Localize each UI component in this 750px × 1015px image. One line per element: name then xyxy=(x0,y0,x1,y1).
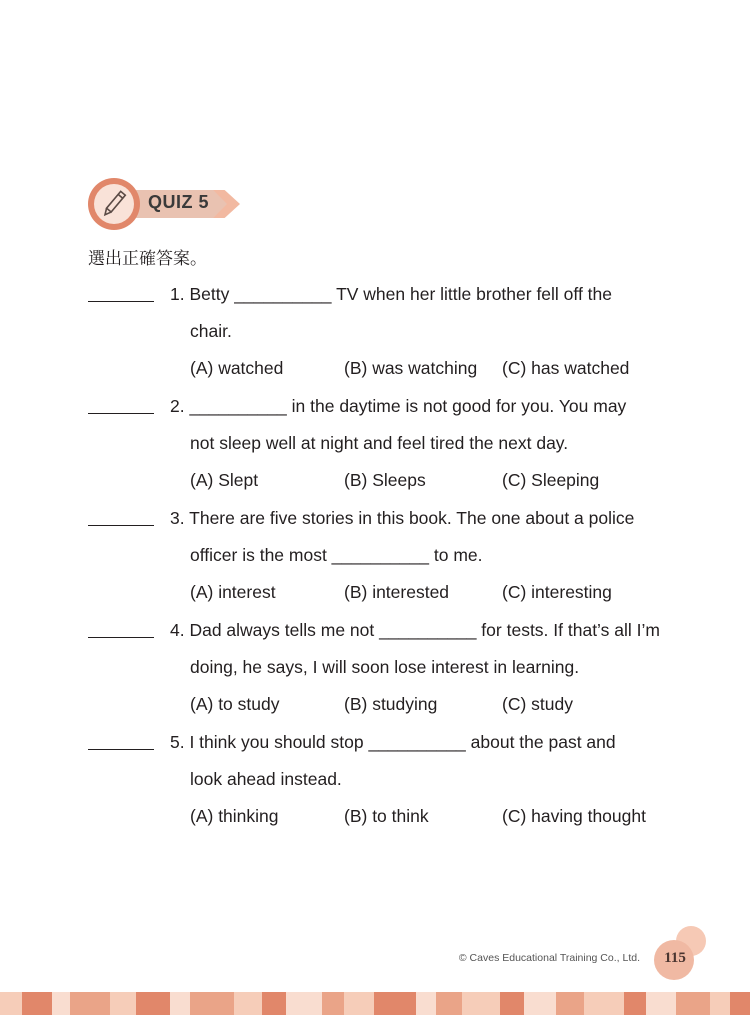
strip-block xyxy=(730,992,750,1015)
strip-block xyxy=(322,992,344,1015)
strip-block xyxy=(646,992,676,1015)
question-4-option-c: (C) study xyxy=(502,694,573,714)
question-1-option-c: (C) has watched xyxy=(502,358,630,378)
question-3-option-c: (C) interesting xyxy=(502,582,612,602)
decorative-strip xyxy=(0,992,750,1015)
question-3-option-a: (A) interest xyxy=(190,582,276,602)
question-5-line-2: look ahead instead. xyxy=(190,769,342,789)
answer-blank-1[interactable] xyxy=(88,301,154,302)
answer-blank-4[interactable] xyxy=(88,637,154,638)
strip-block xyxy=(52,992,70,1015)
question-1-option-b: (B) was watching xyxy=(344,358,478,378)
strip-block xyxy=(262,992,286,1015)
question-3-option-b: (B) interested xyxy=(344,582,450,602)
strip-block xyxy=(234,992,262,1015)
answer-blank-2[interactable] xyxy=(88,413,154,414)
strip-block xyxy=(286,992,322,1015)
strip-block xyxy=(556,992,584,1015)
question-2-option-b: (B) Sleeps xyxy=(344,470,426,490)
strip-block xyxy=(344,992,374,1015)
strip-block xyxy=(500,992,524,1015)
quiz-title: QUIZ 5 xyxy=(148,192,210,212)
strip-block xyxy=(624,992,646,1015)
question-3-line-2: officer is the most __________ to me. xyxy=(190,545,483,565)
question-4-line-2: doing, he says, I will soon lose interest in learning. xyxy=(190,657,580,677)
strip-block xyxy=(584,992,624,1015)
instruction-text: 選出正確答案。 xyxy=(88,249,207,269)
strip-block xyxy=(70,992,110,1015)
question-5-option-a: (A) thinking xyxy=(190,806,279,826)
question-4-line-1: 4. Dad always tells me not __________ for tests. If that’s all I’m xyxy=(170,620,660,640)
strip-block xyxy=(170,992,190,1015)
strip-block xyxy=(374,992,416,1015)
question-3-line-1: 3. There are five stories in this book. The one about a police xyxy=(170,508,635,528)
question-1-line-2: chair. xyxy=(190,321,232,341)
strip-block xyxy=(22,992,52,1015)
strip-block xyxy=(416,992,436,1015)
question-2-option-a: (A) Slept xyxy=(190,470,259,490)
question-5-option-c: (C) having thought xyxy=(502,806,646,826)
question-1-line-1: 1. Betty __________ TV when her little brother fell off the xyxy=(170,284,613,304)
question-2-line-1: 2. __________ in the daytime is not good for you. You may xyxy=(170,396,627,416)
strip-block xyxy=(0,992,22,1015)
answer-blank-5[interactable] xyxy=(88,749,154,750)
answer-blank-3[interactable] xyxy=(88,525,154,526)
strip-block xyxy=(462,992,500,1015)
page-number: 115 xyxy=(664,950,686,966)
copyright-text: © Caves Educational Training Co., Ltd. xyxy=(458,952,640,964)
strip-block xyxy=(436,992,462,1015)
strip-block xyxy=(136,992,170,1015)
question-5-line-1: 5. I think you should stop __________ about the past and xyxy=(170,732,616,752)
question-4-option-b: (B) studying xyxy=(344,694,438,714)
strip-block xyxy=(190,992,234,1015)
strip-block xyxy=(676,992,710,1015)
strip-block xyxy=(524,992,556,1015)
question-2-option-c: (C) Sleeping xyxy=(502,470,600,490)
question-1-option-a: (A) watched xyxy=(190,358,284,378)
strip-block xyxy=(710,992,730,1015)
strip-block xyxy=(110,992,136,1015)
question-4-option-a: (A) to study xyxy=(190,694,280,714)
question-5-option-b: (B) to think xyxy=(344,806,429,826)
pencil-icon xyxy=(94,184,134,224)
question-2-line-2: not sleep well at night and feel tired the next day. xyxy=(190,433,569,453)
